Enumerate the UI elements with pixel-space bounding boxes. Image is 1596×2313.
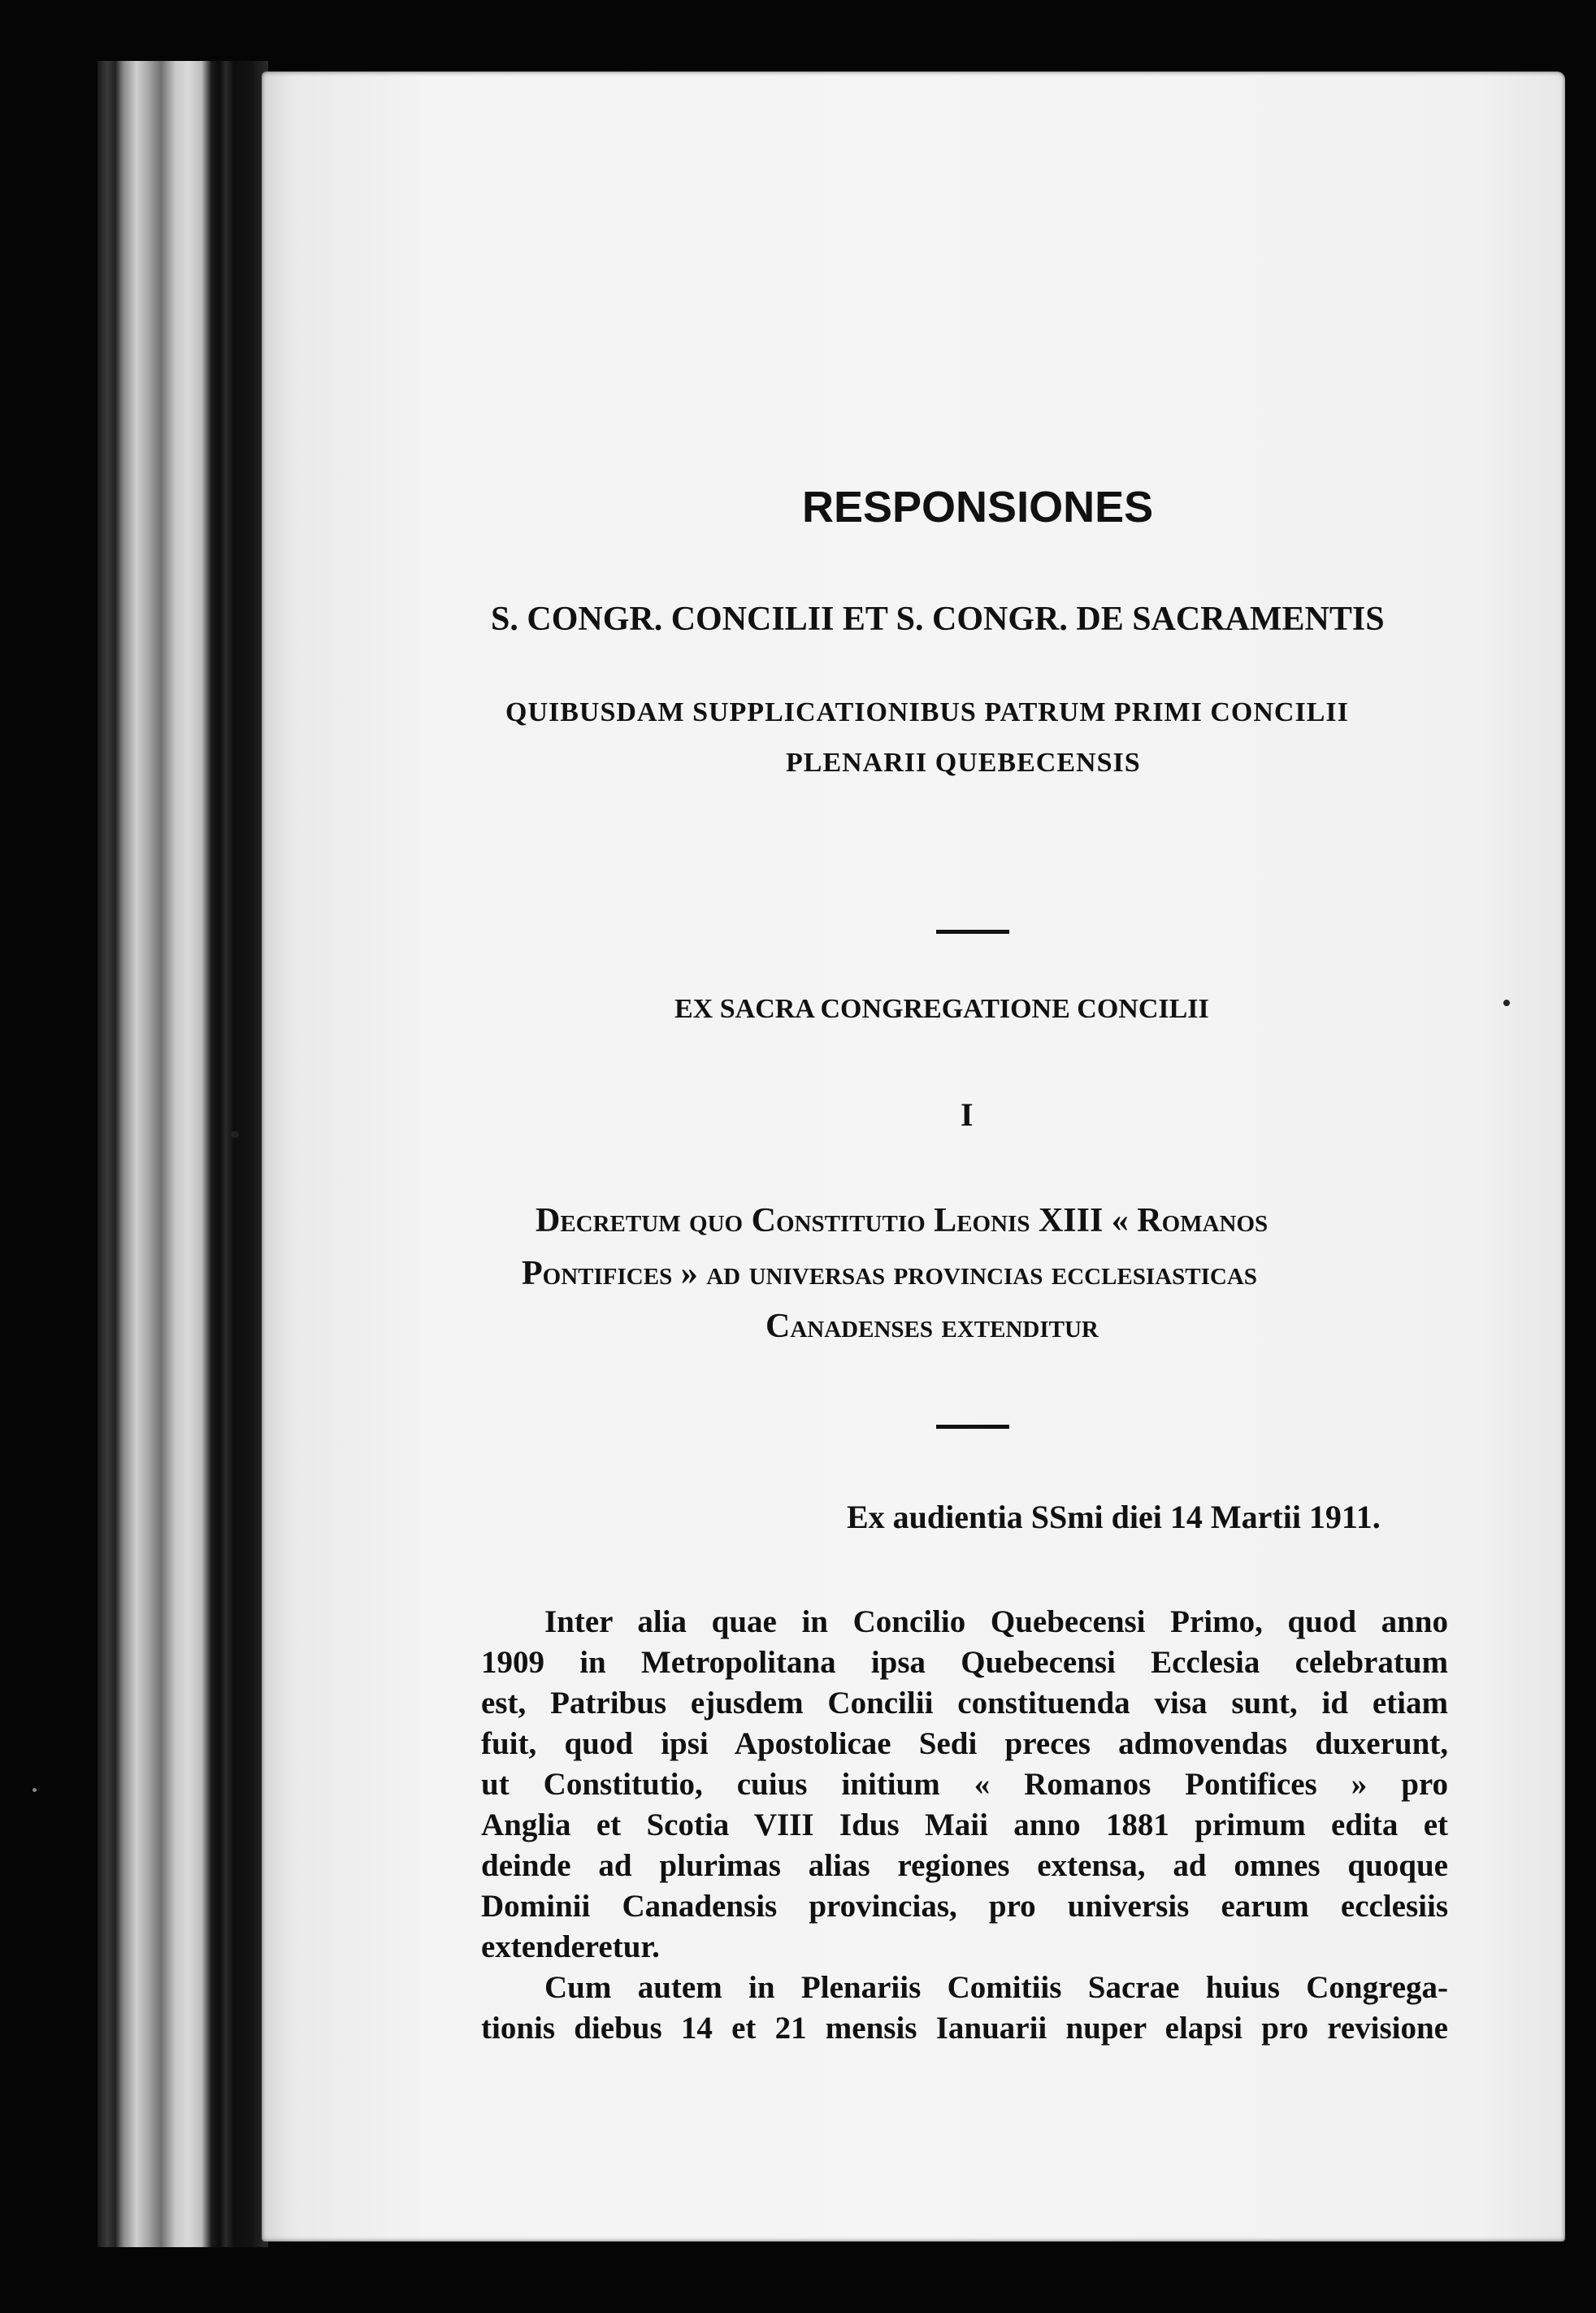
heading-line-1: QUIBUSDAM SUPPLICATIONIBUS PATRUM PRIMI CONCILII [505, 697, 1349, 727]
decree-title-line-3: Canadenses extenditur [765, 1308, 1099, 1345]
section-number: I [961, 1096, 974, 1133]
body-text-line: fuit, quod ipsi Apostolicae Sedi preces admovendas duxerunt, [481, 1726, 1448, 1761]
body-text-line: ut Constitutio, cuius initium « Romanos Pontifices » pro [481, 1767, 1448, 1802]
film-speck [231, 1131, 239, 1138]
divider-rule [936, 930, 1009, 934]
body-text-line: Inter alia quae in Concilio Quebecensi Primo, quod anno [544, 1604, 1448, 1639]
body-text-line: Dominii Canadensis provincias, pro universis earum ecclesiis [481, 1889, 1448, 1924]
heading-line-2: PLENARII QUEBECENSIS [786, 748, 1141, 778]
book-binding-edge [98, 61, 268, 2247]
divider-rule [936, 1425, 1009, 1429]
body-text-line: Cum autem in Plenariis Comitiis Sacrae huius Congrega- [544, 1970, 1448, 2005]
book-page [262, 72, 1565, 2241]
section-heading: EX SACRA CONGREGATIONE CONCILII [674, 994, 1209, 1024]
body-text-line: 1909 in Metropolitana ipsa Quebecensi Ecclesia celebratum [481, 1645, 1448, 1680]
body-text-line: Anglia et Scotia VIII Idus Maii anno 1881 primum edita et [481, 1807, 1448, 1842]
audience-date-line: Ex audientia SSmi diei 14 Martii 1911. [847, 1499, 1381, 1535]
body-text-line: deinde ad plurimas alias regiones extensa, ad omnes quoque [481, 1848, 1448, 1883]
page-title: RESPONSIONES [802, 483, 1154, 532]
page-subtitle: S. CONGR. CONCILII ET S. CONGR. DE SACRAMENTIS [491, 601, 1385, 638]
body-text-line: tionis diebus 14 et 21 mensis Ianuarii nuper elapsi pro revisione [481, 2011, 1448, 2046]
film-speck [33, 1788, 37, 1792]
decree-title-line-1: Decretum quo Constitutio Leonis XIII « Romanos [536, 1202, 1269, 1239]
film-speck [1503, 1000, 1510, 1006]
body-text-line: extenderetur. [481, 1929, 660, 1964]
decree-title-line-2: Pontifices » ad universas provincias ecclesiasticas [522, 1255, 1257, 1292]
body-text-line: est, Patribus ejusdem Concilii constituenda visa sunt, id etiam [481, 1686, 1448, 1721]
